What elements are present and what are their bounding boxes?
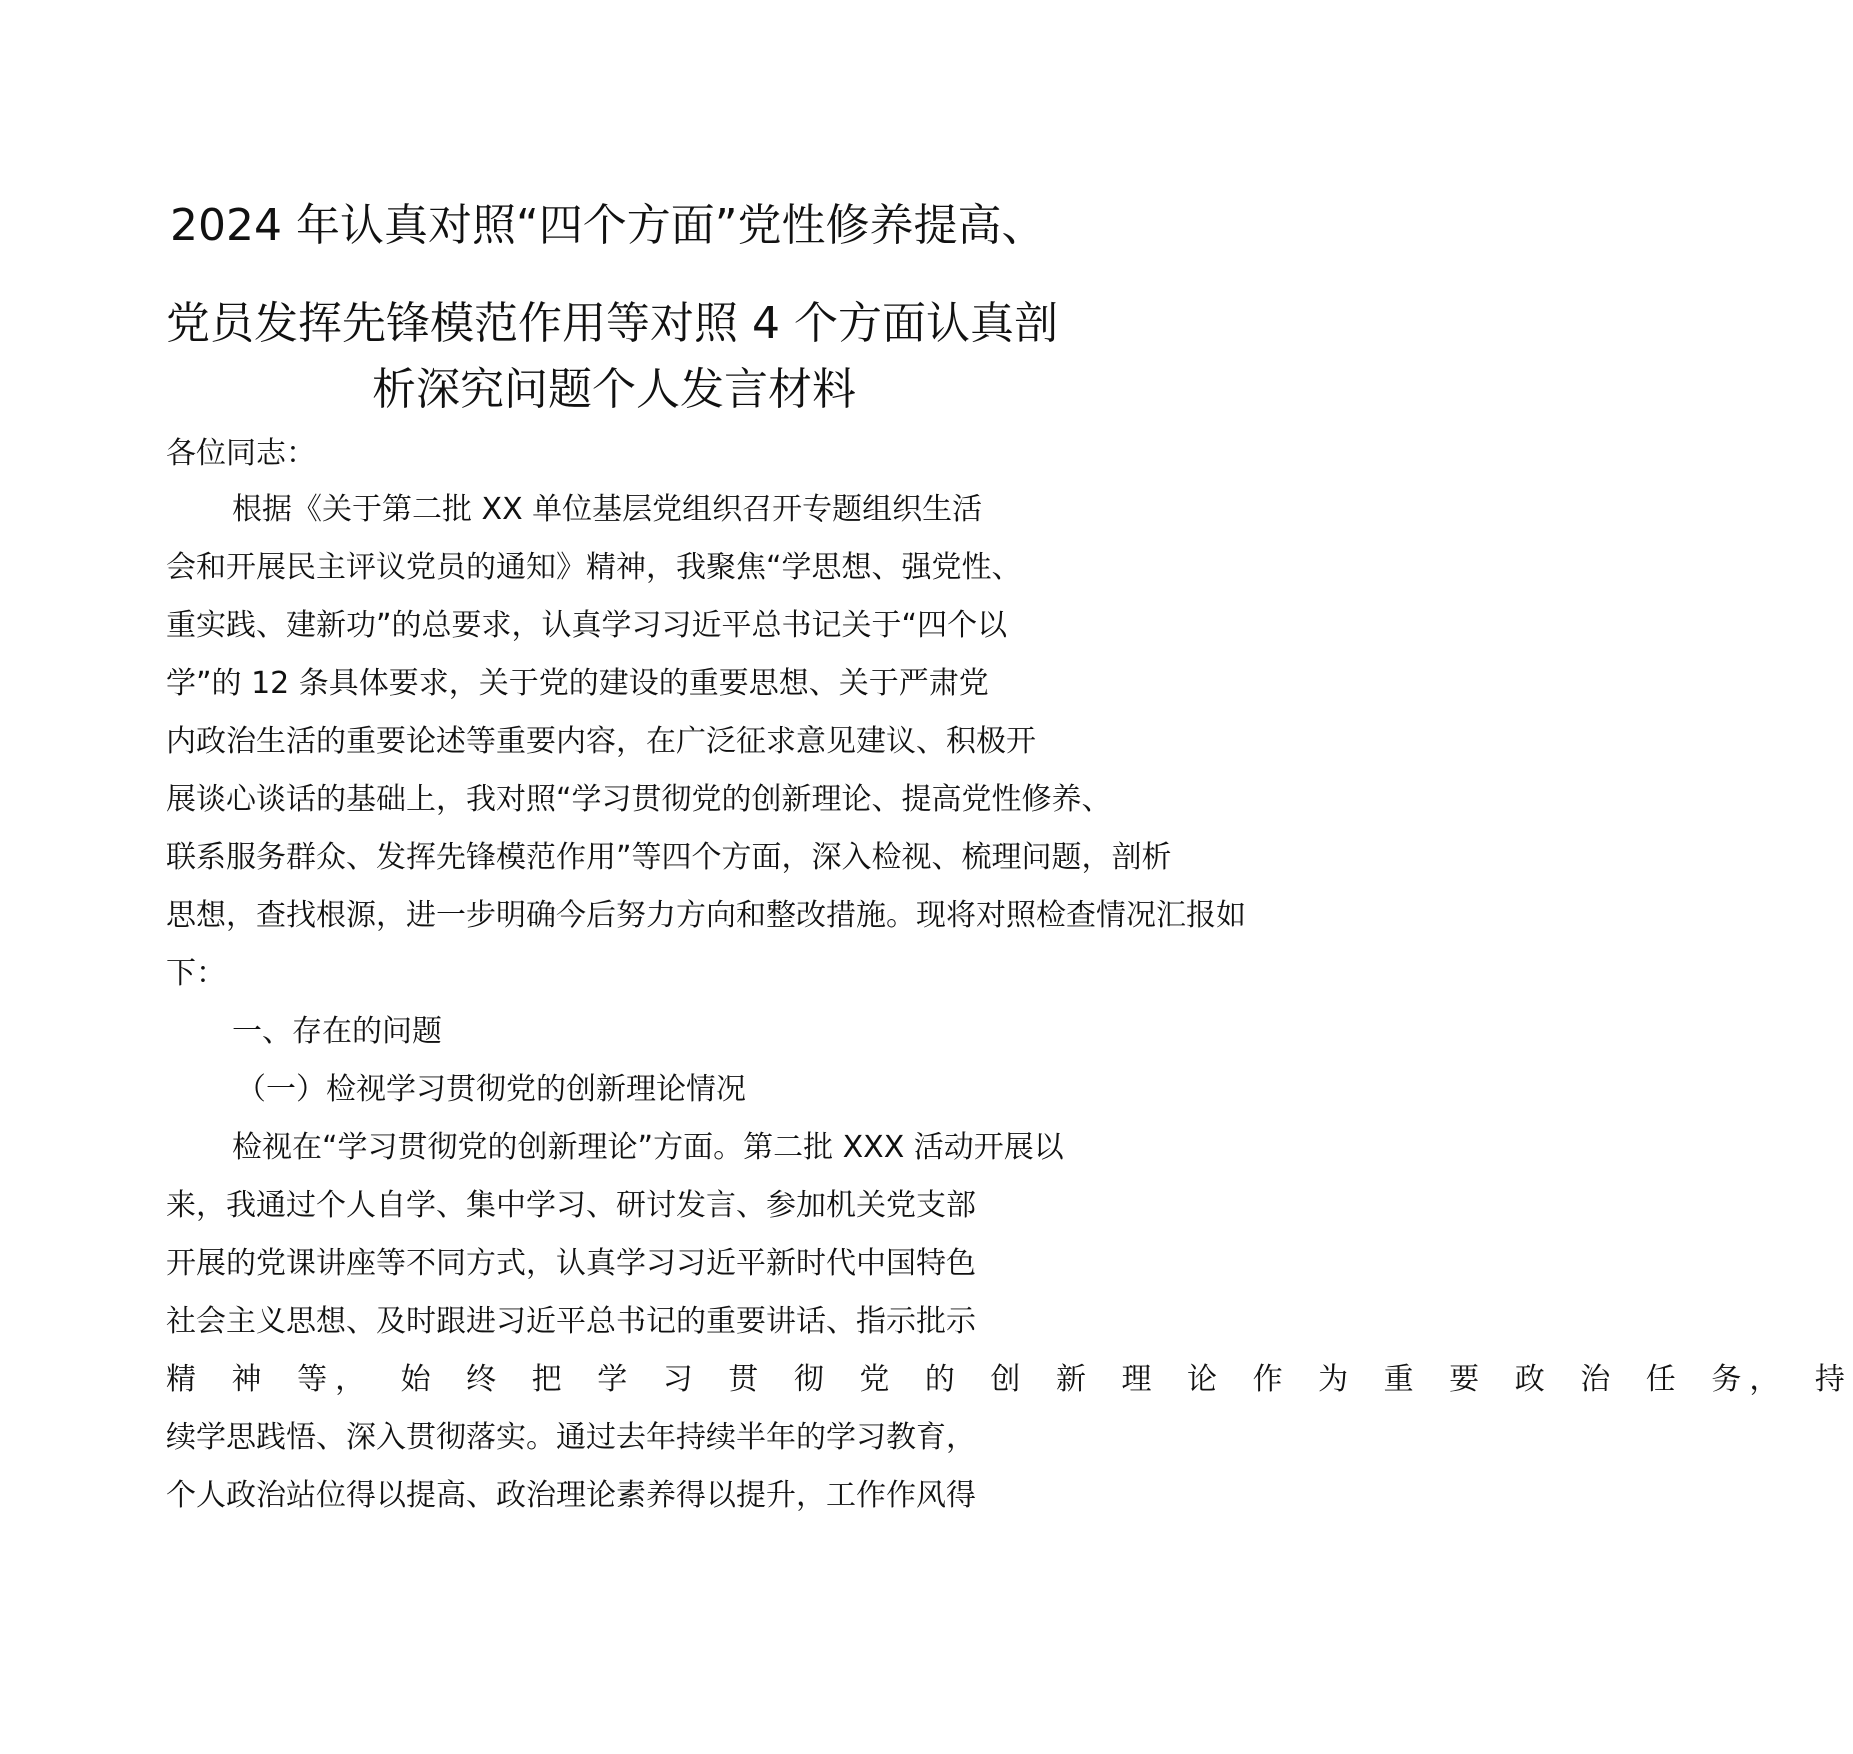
paragraph-1-line: 内政治生活的重要论述等重要内容，在广泛征求意见建议、积极开 [166,724,1036,759]
salutation: 各位同志： [166,436,316,471]
section-heading: 一、存在的问题 [232,1014,442,1049]
subsection-heading: （一）检视学习贯彻党的创新理论情况 [236,1072,746,1107]
paragraph-1-line: 会和开展民主评议党员的通知》精神，我聚焦“学思想、强党性、 [166,550,1022,585]
paragraph-1-line: 思想，查找根源，进一步明确今后努力方向和整改措施。现将对照检查情况汇报如 [166,898,1246,933]
paragraph-1-line: 展谈心谈话的基础上，我对照“学习贯彻党的创新理论、提高党性修养、 [166,782,1112,817]
paragraph-1-line: 重实践、建新功”的总要求，认真学习习近平总书记关于“四个以 [166,608,1008,643]
document-title-line-1: 2024 年认真对照“四个方面”党性修养提高、 [170,200,1046,251]
paragraph-2-line: 精 神 等， 始 终 把 学 习 贯 彻 党 的 创 新 理 论 作 为 重 要 政 治 任 务， 持 [166,1362,1853,1397]
paragraph-1-line: 学”的 12 条具体要求，关于党的建设的重要思想、关于严肃党 [166,666,989,701]
paragraph-2-line: 检视在“学习贯彻党的创新理论”方面。第二批 XXX 活动开展以 [232,1130,1064,1165]
document-title-line-3: 析深究问题个人发言材料 [372,364,856,415]
paragraph-1-line: 联系服务群众、发挥先锋模范作用”等四个方面，深入检视、梳理问题，剖析 [166,840,1172,875]
paragraph-2-line: 社会主义思想、及时跟进习近平总书记的重要讲话、指示批示 [166,1304,976,1339]
document-title-line-2: 党员发挥先锋模范作用等对照 4 个方面认真剖 [166,298,1058,349]
paragraph-2-line: 来，我通过个人自学、集中学习、研讨发言、参加机关党支部 [166,1188,976,1223]
paragraph-1-line: 根据《关于第二批 XX 单位基层党组织召开专题组织生活 [232,492,983,527]
paragraph-2-line: 个人政治站位得以提高、政治理论素养得以提升，工作作风得 [166,1478,976,1513]
paragraph-2-line: 续学思践悟、深入贯彻落实。通过去年持续半年的学习教育， [166,1420,976,1455]
paragraph-1-line: 下： [166,956,226,991]
paragraph-2-line: 开展的党课讲座等不同方式，认真学习习近平新时代中国特色 [166,1246,976,1281]
